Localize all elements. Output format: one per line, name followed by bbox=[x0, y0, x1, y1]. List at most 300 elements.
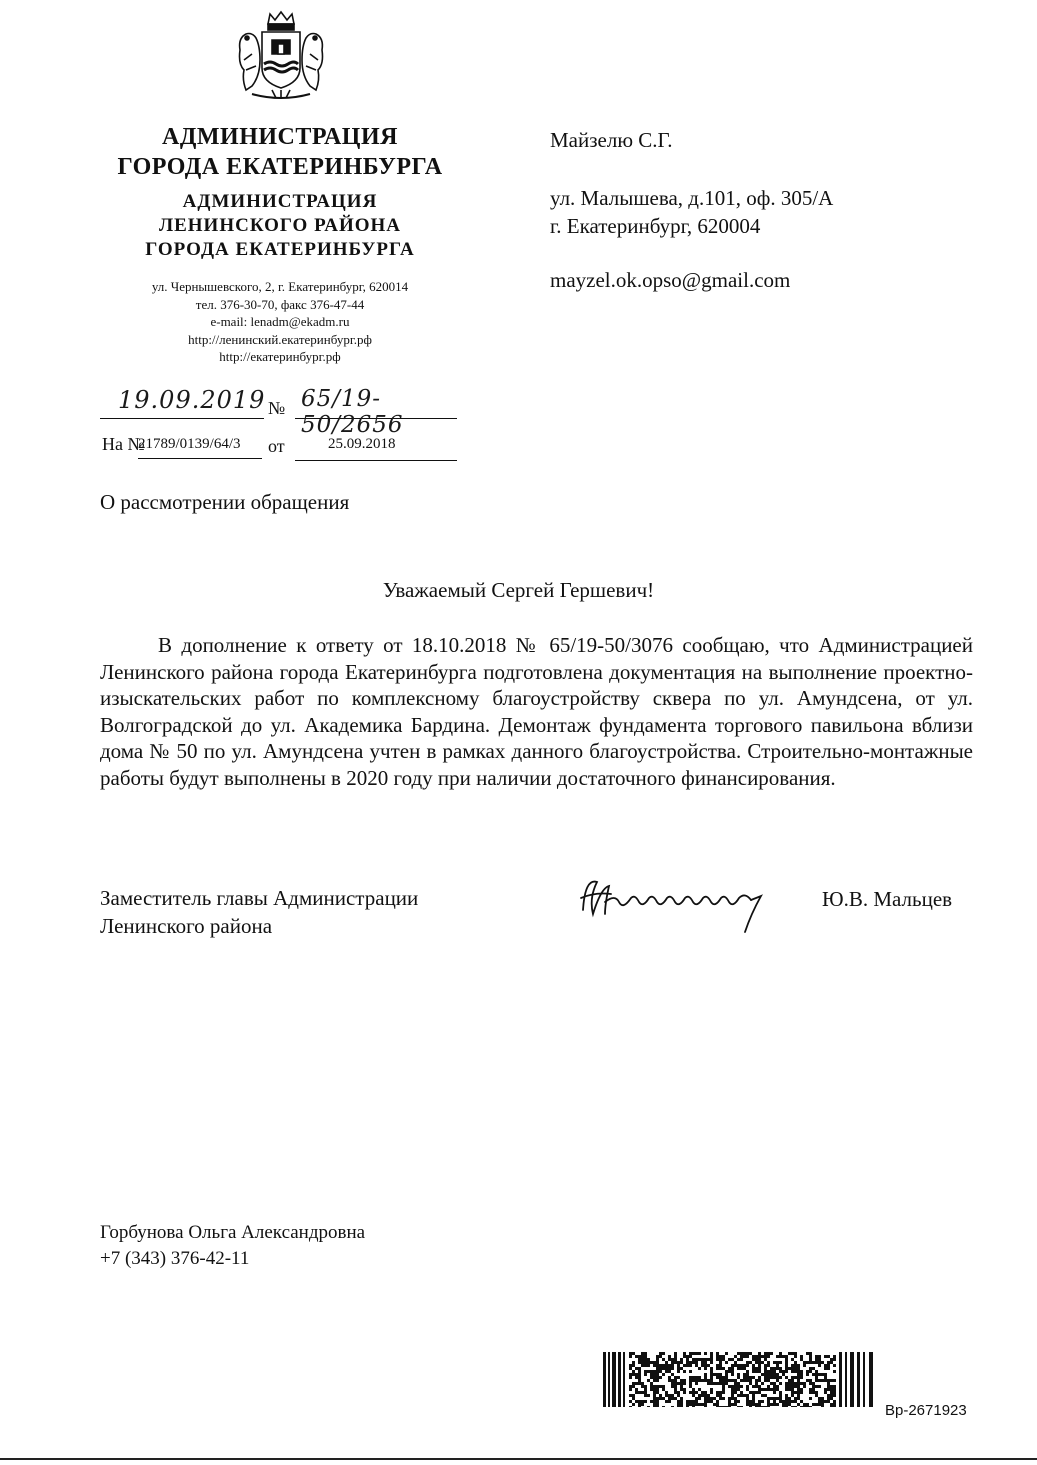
barcode-cell bbox=[683, 1379, 686, 1382]
barcode-cell bbox=[743, 1355, 746, 1358]
barcode-cell bbox=[638, 1376, 641, 1379]
barcode-cell bbox=[782, 1406, 785, 1407]
barcode-cell bbox=[827, 1400, 830, 1403]
barcode-cell bbox=[782, 1373, 785, 1376]
barcode-cell bbox=[827, 1388, 830, 1391]
barcode-cell bbox=[686, 1355, 689, 1358]
barcode-cell bbox=[650, 1373, 653, 1376]
barcode-cell bbox=[812, 1403, 815, 1406]
barcode-cell bbox=[665, 1370, 668, 1373]
barcode-cell bbox=[644, 1385, 647, 1388]
barcode-cell bbox=[749, 1406, 752, 1407]
barcode-cell bbox=[785, 1400, 788, 1403]
barcode-cell bbox=[635, 1376, 638, 1379]
barcode-cell bbox=[758, 1391, 761, 1394]
barcode-cell bbox=[788, 1382, 791, 1385]
barcode-cell bbox=[668, 1367, 671, 1370]
barcode-cell bbox=[677, 1370, 680, 1373]
barcode-cell bbox=[731, 1373, 734, 1376]
barcode-cell bbox=[737, 1352, 740, 1355]
barcode-cell bbox=[704, 1373, 707, 1376]
barcode-cell bbox=[638, 1373, 641, 1376]
barcode-cell bbox=[773, 1388, 776, 1391]
barcode-cell bbox=[779, 1397, 782, 1400]
barcode-cell bbox=[794, 1406, 797, 1407]
barcode-cell bbox=[761, 1406, 764, 1407]
barcode-cell bbox=[791, 1400, 794, 1403]
barcode-cell bbox=[674, 1391, 677, 1394]
barcode-cell bbox=[824, 1400, 827, 1403]
barcode-cell bbox=[644, 1361, 647, 1364]
barcode-cell bbox=[746, 1364, 749, 1367]
barcode-cell bbox=[710, 1373, 713, 1376]
barcode-cell bbox=[731, 1364, 734, 1367]
barcode-cell bbox=[749, 1382, 752, 1385]
barcode-cell bbox=[698, 1394, 701, 1397]
barcode-cell bbox=[737, 1364, 740, 1367]
barcode-cell bbox=[644, 1370, 647, 1373]
barcode-cell bbox=[830, 1358, 833, 1361]
barcode-cell bbox=[662, 1367, 665, 1370]
barcode-cell bbox=[755, 1361, 758, 1364]
barcode-cell bbox=[791, 1370, 794, 1373]
barcode-cell bbox=[758, 1400, 761, 1403]
barcode-cell bbox=[638, 1400, 641, 1403]
barcode-cell bbox=[758, 1358, 761, 1361]
barcode-cell bbox=[800, 1373, 803, 1376]
recipient-name: Майзелю С.Г. bbox=[550, 128, 673, 152]
barcode-cell bbox=[686, 1361, 689, 1364]
barcode-cell bbox=[818, 1373, 821, 1376]
barcode-cell bbox=[752, 1364, 755, 1367]
barcode-cell bbox=[698, 1397, 701, 1400]
barcode-cell bbox=[674, 1376, 677, 1379]
barcode-cell bbox=[800, 1355, 803, 1358]
barcode-cell bbox=[824, 1376, 827, 1379]
barcode-cell bbox=[707, 1379, 710, 1382]
barcode-cell bbox=[695, 1352, 698, 1355]
barcode-cell bbox=[674, 1379, 677, 1382]
barcode-cell bbox=[644, 1355, 647, 1358]
barcode-cell bbox=[638, 1403, 641, 1406]
barcode-cell bbox=[758, 1388, 761, 1391]
barcode-cell bbox=[821, 1403, 824, 1406]
barcode-cell bbox=[740, 1364, 743, 1367]
barcode-cell bbox=[689, 1361, 692, 1364]
barcode-cell bbox=[671, 1397, 674, 1400]
barcode-cell bbox=[722, 1385, 725, 1388]
barcode-cell bbox=[752, 1358, 755, 1361]
barcode-cell bbox=[767, 1379, 770, 1382]
dept-title-line2: ЛЕНИНСКОГО РАЙОНА bbox=[158, 215, 402, 236]
barcode-cell bbox=[821, 1400, 824, 1403]
barcode-cell bbox=[704, 1379, 707, 1382]
dept-title-line3: ГОРОДА ЕКАТЕРИНБУРГА bbox=[145, 239, 415, 260]
barcode-cell bbox=[704, 1358, 707, 1361]
barcode-cell bbox=[767, 1388, 770, 1391]
barcode-cell bbox=[746, 1376, 749, 1379]
barcode-cell bbox=[737, 1382, 740, 1385]
barcode-cell bbox=[686, 1400, 689, 1403]
barcode-cell bbox=[728, 1358, 731, 1361]
barcode-cell bbox=[674, 1385, 677, 1388]
barcode-cell bbox=[710, 1376, 713, 1379]
barcode-cell bbox=[632, 1364, 635, 1367]
barcode-cell bbox=[833, 1406, 836, 1407]
barcode-cell bbox=[728, 1403, 731, 1406]
barcode-cell bbox=[743, 1367, 746, 1370]
barcode-cell bbox=[749, 1352, 752, 1355]
barcode-cell bbox=[737, 1385, 740, 1388]
barcode-cell bbox=[770, 1382, 773, 1385]
barcode-cell bbox=[704, 1376, 707, 1379]
barcode-cell bbox=[692, 1358, 695, 1361]
barcode-cell bbox=[653, 1364, 656, 1367]
barcode-cell bbox=[731, 1403, 734, 1406]
barcode-cell bbox=[641, 1400, 644, 1403]
barcode-cell bbox=[824, 1391, 827, 1394]
org-title-line1: АДМИНИСТРАЦИЯ bbox=[162, 124, 398, 150]
barcode-cell bbox=[761, 1361, 764, 1364]
barcode-cell bbox=[794, 1352, 797, 1355]
barcode-cell bbox=[797, 1397, 800, 1400]
barcode-cell bbox=[821, 1379, 824, 1382]
barcode-cell bbox=[770, 1370, 773, 1373]
barcode-bar bbox=[850, 1352, 854, 1407]
barcode-bar bbox=[845, 1352, 847, 1407]
barcode-cell bbox=[635, 1373, 638, 1376]
barcode-cell bbox=[752, 1403, 755, 1406]
barcode-cell bbox=[815, 1355, 818, 1358]
recipient-street: ул. Малышева, д.101, оф. 305/А bbox=[550, 186, 834, 210]
reference-from-label: от bbox=[268, 436, 285, 456]
barcode-cell bbox=[725, 1376, 728, 1379]
barcode-cell bbox=[779, 1361, 782, 1364]
barcode-cell bbox=[764, 1379, 767, 1382]
barcode-cell bbox=[824, 1367, 827, 1370]
barcode-cell bbox=[794, 1370, 797, 1373]
barcode-cell bbox=[803, 1361, 806, 1364]
barcode-cell bbox=[785, 1364, 788, 1367]
barcode-cell bbox=[680, 1361, 683, 1364]
barcode-cell bbox=[758, 1355, 761, 1358]
sender-address: ул. Чернышевского, 2, г. Екатеринбург, 620014 bbox=[151, 279, 409, 294]
barcode-cell bbox=[656, 1391, 659, 1394]
barcode-cell bbox=[629, 1376, 632, 1379]
barcode-cell bbox=[638, 1391, 641, 1394]
barcode-cell bbox=[710, 1397, 713, 1400]
barcode-cell bbox=[716, 1352, 719, 1355]
barcode-bar bbox=[603, 1352, 606, 1407]
barcode-cell bbox=[791, 1367, 794, 1370]
barcode-cell bbox=[791, 1406, 794, 1407]
barcode-cell bbox=[683, 1352, 686, 1355]
barcode-cell bbox=[719, 1373, 722, 1376]
barcode-cell bbox=[818, 1358, 821, 1361]
barcode-cell bbox=[812, 1385, 815, 1388]
barcode-cell bbox=[746, 1379, 749, 1382]
barcode-cell bbox=[707, 1394, 710, 1397]
barcode-cell bbox=[713, 1397, 716, 1400]
executor-phone: +7 (343) 376-42-11 bbox=[100, 1248, 250, 1269]
barcode-cell bbox=[776, 1376, 779, 1379]
barcode-cell bbox=[698, 1403, 701, 1406]
barcode-cell bbox=[713, 1373, 716, 1376]
barcode-cell bbox=[743, 1376, 746, 1379]
barcode-cell bbox=[746, 1373, 749, 1376]
barcode-cell bbox=[830, 1391, 833, 1394]
barcode-cell bbox=[773, 1391, 776, 1394]
barcode-cell bbox=[659, 1355, 662, 1358]
barcode-cell bbox=[776, 1355, 779, 1358]
barcode-cell bbox=[746, 1352, 749, 1355]
barcode-cell bbox=[767, 1400, 770, 1403]
barcode-cell bbox=[677, 1406, 680, 1407]
sender-email: e-mail: lenadm@ekadm.ru bbox=[210, 314, 350, 329]
barcode-cell bbox=[809, 1382, 812, 1385]
barcode-cell bbox=[800, 1400, 803, 1403]
barcode-cell bbox=[671, 1364, 674, 1367]
barcode-cell bbox=[806, 1379, 809, 1382]
barcode-cell bbox=[653, 1373, 656, 1376]
barcode-cell bbox=[785, 1367, 788, 1370]
barcode-cell bbox=[695, 1382, 698, 1385]
barcode-cell bbox=[665, 1361, 668, 1364]
barcode-cell bbox=[707, 1358, 710, 1361]
barcode-cell bbox=[656, 1400, 659, 1403]
barcode-cell bbox=[785, 1376, 788, 1379]
barcode-cell bbox=[635, 1367, 638, 1370]
barcode-cell bbox=[716, 1394, 719, 1397]
barcode-cell bbox=[731, 1397, 734, 1400]
barcode-cell bbox=[677, 1382, 680, 1385]
barcode-cell bbox=[722, 1406, 725, 1407]
barcode-cell bbox=[644, 1352, 647, 1355]
barcode-cell bbox=[632, 1394, 635, 1397]
barcode-cell bbox=[662, 1388, 665, 1391]
barcode-cell bbox=[767, 1403, 770, 1406]
barcode-cell bbox=[767, 1361, 770, 1364]
barcode-cell bbox=[779, 1400, 782, 1403]
barcode-cell bbox=[797, 1376, 800, 1379]
barcode-cell bbox=[773, 1385, 776, 1388]
barcode-cell bbox=[740, 1391, 743, 1394]
barcode-cell bbox=[830, 1388, 833, 1391]
barcode-cell bbox=[704, 1403, 707, 1406]
barcode-cell bbox=[641, 1403, 644, 1406]
barcode-cell bbox=[659, 1370, 662, 1373]
barcode-cell bbox=[650, 1385, 653, 1388]
barcode-cell bbox=[641, 1355, 644, 1358]
barcode-cell bbox=[725, 1406, 728, 1407]
barcode-cell bbox=[791, 1382, 794, 1385]
recipient-email: mayzel.ok.opso@gmail.com bbox=[550, 268, 791, 292]
barcode-cell bbox=[770, 1388, 773, 1391]
barcode-cell bbox=[728, 1379, 731, 1382]
barcode-cell bbox=[833, 1355, 836, 1358]
barcode-cell bbox=[638, 1406, 641, 1407]
barcode-cell bbox=[719, 1376, 722, 1379]
barcode-cell bbox=[638, 1367, 641, 1370]
barcode-cell bbox=[722, 1379, 725, 1382]
barcode-cell bbox=[656, 1370, 659, 1373]
barcode-cell bbox=[692, 1376, 695, 1379]
barcode-cell bbox=[665, 1400, 668, 1403]
barcode-cell bbox=[776, 1403, 779, 1406]
barcode-cell bbox=[641, 1358, 644, 1361]
barcode-cell bbox=[635, 1388, 638, 1391]
barcode-cell bbox=[734, 1355, 737, 1358]
barcode-cell bbox=[644, 1391, 647, 1394]
barcode-cell bbox=[785, 1361, 788, 1364]
barcode-cell bbox=[689, 1400, 692, 1403]
barcode-cell bbox=[722, 1397, 725, 1400]
barcode-cell bbox=[818, 1403, 821, 1406]
barcode-cell bbox=[770, 1376, 773, 1379]
barcode-cell bbox=[653, 1391, 656, 1394]
barcode-cell bbox=[656, 1379, 659, 1382]
barcode-cell bbox=[668, 1394, 671, 1397]
barcode-cell bbox=[794, 1400, 797, 1403]
barcode-cell bbox=[794, 1382, 797, 1385]
barcode-cell bbox=[719, 1355, 722, 1358]
barcode-cell bbox=[764, 1367, 767, 1370]
barcode-cell bbox=[791, 1376, 794, 1379]
barcode-cell bbox=[803, 1385, 806, 1388]
barcode-cell bbox=[740, 1394, 743, 1397]
barcode-cell bbox=[749, 1379, 752, 1382]
barcode-cell bbox=[662, 1364, 665, 1367]
barcode-cell bbox=[773, 1361, 776, 1364]
barcode-cell bbox=[755, 1391, 758, 1394]
barcode-cell bbox=[680, 1367, 683, 1370]
barcode-cell bbox=[689, 1385, 692, 1388]
barcode-cell bbox=[815, 1379, 818, 1382]
barcode-cell bbox=[773, 1382, 776, 1385]
barcode-cell bbox=[800, 1358, 803, 1361]
barcode-cell bbox=[830, 1385, 833, 1388]
sender-phone: тел. 376-30-70, факс 376-47-44 bbox=[195, 296, 365, 312]
barcode-cell bbox=[761, 1355, 764, 1358]
barcode-cell bbox=[731, 1394, 734, 1397]
barcode-cell bbox=[797, 1379, 800, 1382]
barcode-cell bbox=[716, 1376, 719, 1379]
barcode-cell bbox=[716, 1403, 719, 1406]
barcode-cell bbox=[818, 1379, 821, 1382]
outgoing-date-field bbox=[100, 386, 264, 419]
barcode-cell bbox=[740, 1385, 743, 1388]
barcode-cell bbox=[677, 1376, 680, 1379]
barcode-cell bbox=[758, 1352, 761, 1355]
barcode-cell bbox=[704, 1406, 707, 1407]
barcode-cell bbox=[830, 1403, 833, 1406]
barcode-cell bbox=[824, 1364, 827, 1367]
barcode-cell bbox=[668, 1379, 671, 1382]
barcode-cell bbox=[773, 1397, 776, 1400]
barcode-cell bbox=[671, 1385, 674, 1388]
barcode-cell bbox=[740, 1355, 743, 1358]
barcode-cell bbox=[629, 1355, 632, 1358]
barcode-cell bbox=[731, 1367, 734, 1370]
barcode-cell bbox=[689, 1379, 692, 1382]
barcode-cell bbox=[788, 1352, 791, 1355]
barcode-cell bbox=[725, 1352, 728, 1355]
signatory-name: Ю.В. Мальцев bbox=[822, 887, 953, 911]
barcode-bar bbox=[839, 1352, 842, 1407]
barcode-cell bbox=[686, 1403, 689, 1406]
barcode-cell bbox=[689, 1370, 692, 1373]
org-title-line2: ГОРОДА ЕКАТЕРИНБУРГА bbox=[117, 154, 443, 180]
barcode-cell bbox=[650, 1370, 653, 1373]
barcode-cell bbox=[680, 1403, 683, 1406]
barcode-cell bbox=[668, 1355, 671, 1358]
barcode-cell bbox=[761, 1382, 764, 1385]
barcode-cell bbox=[806, 1373, 809, 1376]
barcode-cell bbox=[773, 1367, 776, 1370]
barcode-cell bbox=[671, 1361, 674, 1364]
barcode-cell bbox=[818, 1364, 821, 1367]
barcode-cell bbox=[737, 1373, 740, 1376]
barcode-cell bbox=[695, 1376, 698, 1379]
barcode-cell bbox=[710, 1355, 713, 1358]
barcode-cell bbox=[698, 1367, 701, 1370]
barcode-cell bbox=[794, 1361, 797, 1364]
barcode-cell bbox=[710, 1367, 713, 1370]
barcode-cell bbox=[695, 1403, 698, 1406]
barcode-cell bbox=[704, 1400, 707, 1403]
barcode-cell bbox=[833, 1400, 836, 1403]
barcode-cell bbox=[737, 1406, 740, 1407]
barcode-cell bbox=[830, 1397, 833, 1400]
barcode-cell bbox=[713, 1382, 716, 1385]
barcode-cell bbox=[776, 1379, 779, 1382]
barcode-cell bbox=[758, 1361, 761, 1364]
barcode-cell bbox=[695, 1397, 698, 1400]
barcode-cell bbox=[632, 1403, 635, 1406]
barcode-cell bbox=[656, 1397, 659, 1400]
barcode-cell bbox=[713, 1403, 716, 1406]
barcode-cell bbox=[668, 1370, 671, 1373]
barcode-cell bbox=[773, 1403, 776, 1406]
barcode-cell bbox=[635, 1400, 638, 1403]
barcode-cell bbox=[677, 1400, 680, 1403]
barcode-cell bbox=[743, 1394, 746, 1397]
barcode-cell bbox=[737, 1376, 740, 1379]
barcode-cell bbox=[788, 1379, 791, 1382]
barcode-cell bbox=[638, 1355, 641, 1358]
barcode-cell bbox=[785, 1370, 788, 1373]
barcode-cell bbox=[632, 1397, 635, 1400]
barcode-cell bbox=[695, 1361, 698, 1364]
sender-site-2: http://екатеринбург.рф bbox=[219, 349, 341, 364]
barcode-cell bbox=[785, 1406, 788, 1407]
barcode-cell bbox=[650, 1400, 653, 1403]
barcode-cell bbox=[731, 1358, 734, 1361]
barcode-cell bbox=[737, 1400, 740, 1403]
barcode-cell bbox=[668, 1364, 671, 1367]
registration-number: Вр-2671923 bbox=[885, 1402, 967, 1419]
barcode-cell bbox=[764, 1394, 767, 1397]
barcode-cell bbox=[680, 1388, 683, 1391]
barcode-cell bbox=[734, 1391, 737, 1394]
signatory-position-line1: Заместитель главы Администрации bbox=[100, 886, 419, 910]
barcode-cell bbox=[740, 1406, 743, 1407]
barcode-cell bbox=[722, 1358, 725, 1361]
barcode-cell bbox=[632, 1370, 635, 1373]
barcode-cell bbox=[797, 1370, 800, 1373]
barcode-cell bbox=[734, 1397, 737, 1400]
barcode-cell bbox=[746, 1385, 749, 1388]
